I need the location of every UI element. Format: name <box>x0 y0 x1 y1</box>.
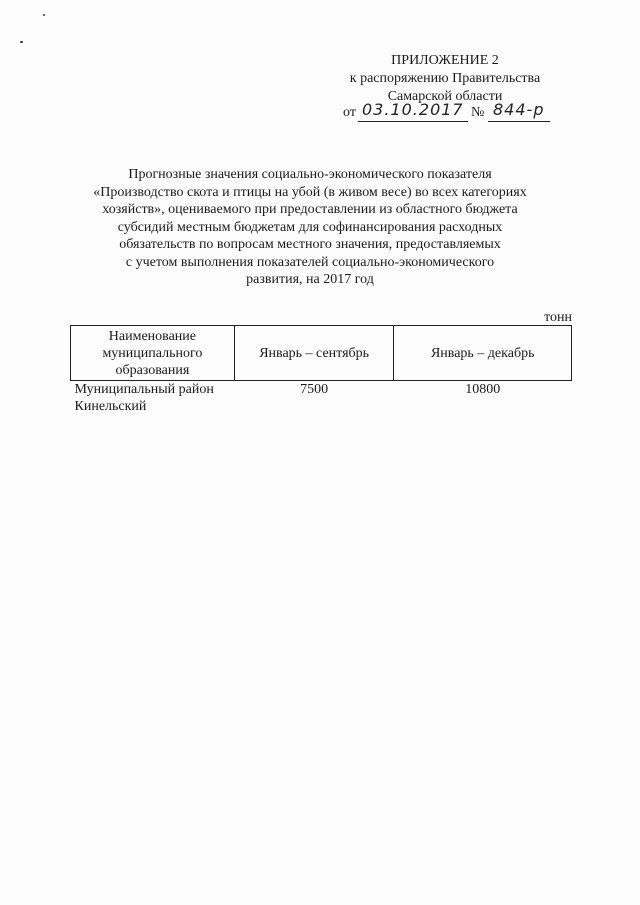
row-jan-sep-value: 7500 <box>300 382 329 397</box>
header-jan-sep: Январь – сентябрь <box>234 326 394 381</box>
handwritten-date: 03.10.2017 <box>362 100 464 119</box>
title-line: «Производство скота и птицы на убой (в живом весе) во всех категориях <box>93 184 527 200</box>
row-municipality <box>71 381 235 416</box>
document-title <box>70 166 550 289</box>
title-line: развития, на 2017 год <box>246 272 374 287</box>
appendix-region: Самарской области <box>387 89 503 104</box>
title-line: субсидий местным бюджетам для софинансирования расходных <box>117 219 503 235</box>
header-jan-dec: Январь – декабрь <box>394 326 572 381</box>
title-line: хозяйств», оцениваемого при предоставлении из областного бюджета <box>102 202 518 217</box>
number-prefix: № <box>471 105 485 120</box>
number-underline <box>488 121 550 122</box>
row-jan-dec-value: 10800 <box>465 382 501 397</box>
scan-speck <box>43 14 45 16</box>
appendix-number: ПРИЛОЖЕНИЕ 2 <box>391 53 499 68</box>
row-name-line: Муниципальный район <box>74 382 214 397</box>
title-line: Прогнозные значения социально-экономического показателя <box>128 167 492 182</box>
handwritten-number: 844-р <box>493 100 545 119</box>
header-line: муниципального <box>102 345 203 361</box>
header-line: Наименование <box>108 328 197 344</box>
row-name-line: Кинельский <box>74 399 147 414</box>
title-line: с учетом выполнения показателей социально-экономического <box>125 254 495 270</box>
appendix-header <box>330 52 560 106</box>
title-line: обязательств по вопросам местного значения, предоставляемых <box>119 237 501 252</box>
date-underline <box>358 121 468 122</box>
indicator-table <box>70 325 572 415</box>
date-prefix: от <box>343 105 356 120</box>
table-row <box>71 381 572 416</box>
table-header-row <box>71 326 572 381</box>
appendix-order: к распоряжению Правительства <box>349 71 541 86</box>
unit-label: тонн <box>544 310 572 325</box>
scan-speck <box>20 41 23 43</box>
header-line: образования <box>115 362 190 378</box>
header-municipality <box>71 326 235 381</box>
